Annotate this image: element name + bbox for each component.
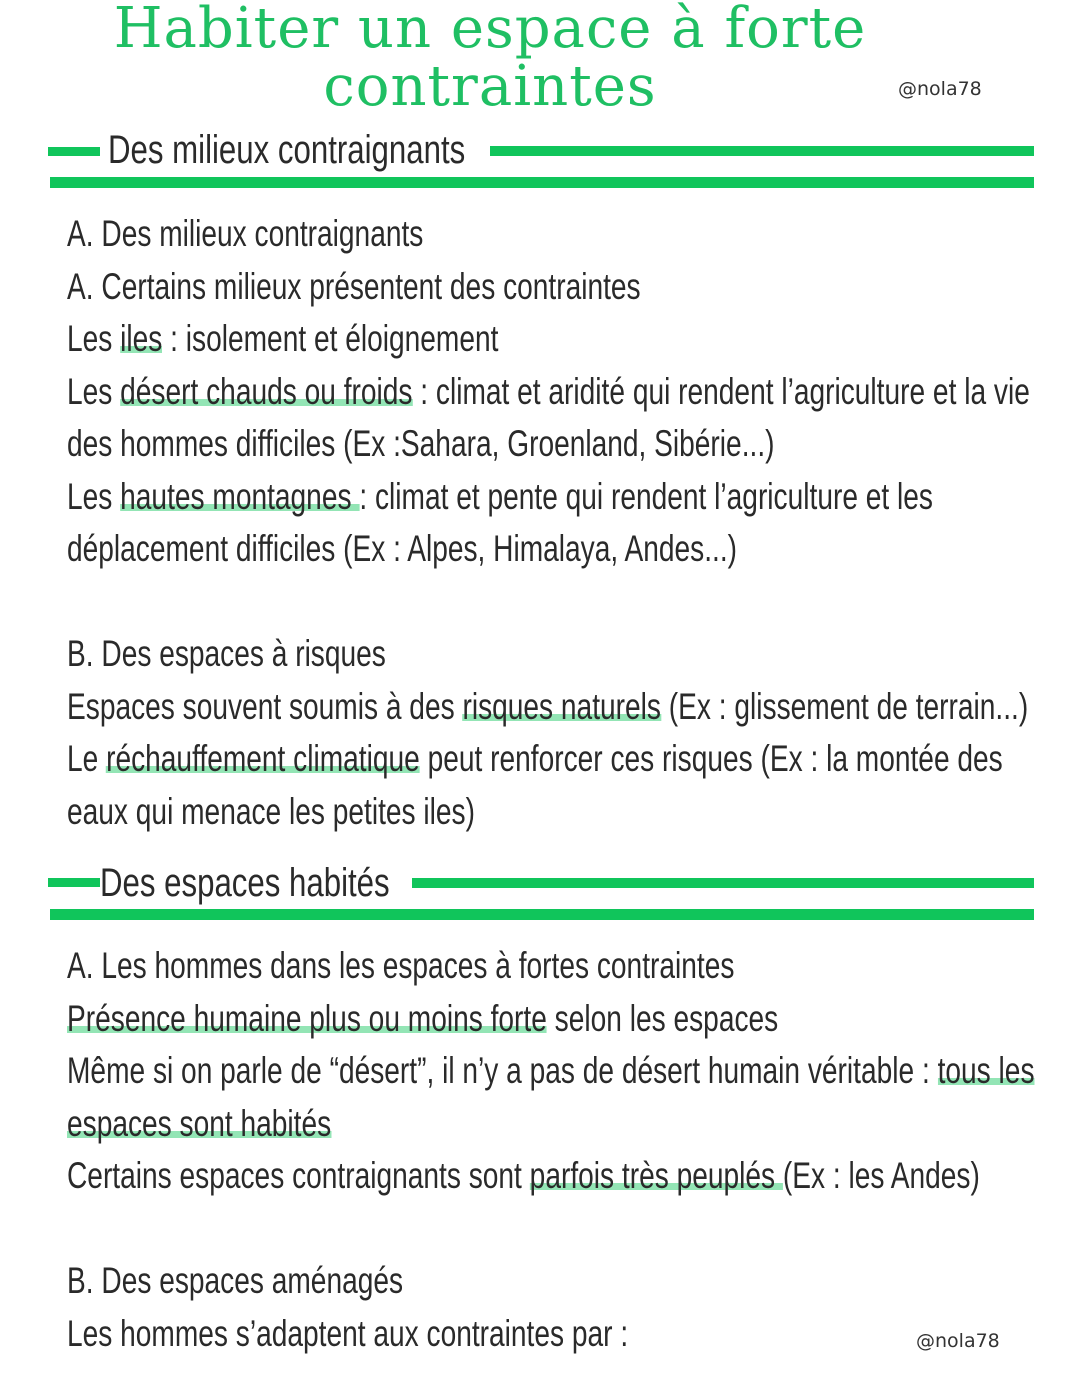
text-segment: A. Des milieux contraignants [67, 213, 424, 254]
highlighted-term: parfois très peuplés [529, 1155, 783, 1196]
section-heading-label: Des milieux contraignants [108, 128, 466, 172]
section-2-body [67, 940, 1080, 1360]
text-segment: : isolement et éloignement [162, 318, 499, 359]
text-segment: Les hommes s’adaptent aux contraintes par : [67, 1312, 629, 1354]
page-title-line-2: contraintes [323, 54, 657, 119]
highlighted-term: risques naturels [462, 685, 661, 727]
heading-bar-left [48, 147, 100, 156]
text-segment: déplacement difficiles (Ex : Alpes, Himalaya, Andes...) [67, 528, 737, 569]
author-handle-top: @nola78 [898, 78, 982, 100]
text-line [67, 208, 903, 261]
text-segment: B. Des espaces à risques [67, 633, 386, 674]
text-line [67, 1308, 903, 1361]
text-segment: selon les espaces [546, 997, 779, 1039]
text-line [67, 628, 903, 681]
text-line [67, 523, 903, 576]
text-segment: : climat et aridité qui rendent l’agriculture et la vie [412, 370, 1030, 412]
blank-line [67, 576, 1080, 629]
text-line [67, 366, 1030, 419]
text-segment: Les [67, 370, 121, 412]
highlighted-term: espaces sont habités [67, 1102, 332, 1144]
text-line [67, 733, 1003, 786]
heading-bar-right [412, 878, 1034, 888]
text-segment: (Ex : les Andes) [782, 1155, 980, 1196]
text-segment: Les [67, 475, 121, 517]
text-segment: : climat et pente qui rendent l’agriculture et les [359, 475, 933, 517]
text-line [67, 681, 1029, 734]
highlighted-term: Présence humaine plus ou moins forte [67, 997, 547, 1039]
highlighted-term: hautes montagnes [120, 475, 360, 517]
text-segment: A. Certains milieux présentent des contraintes [67, 265, 641, 307]
text-line [67, 1150, 980, 1203]
highlighted-term: désert chauds ou froids [120, 370, 413, 412]
section-1-body [67, 208, 1080, 838]
text-segment: Même si on parle de “désert”, il n’y a pas de désert humain véritable : [67, 1050, 938, 1091]
heading-bar-left [48, 878, 100, 887]
text-line [67, 786, 903, 839]
text-line [67, 993, 903, 1046]
text-line [67, 1255, 903, 1308]
text-segment: (Ex : glissement de terrain...) [660, 685, 1029, 727]
highlighted-term: iles [120, 318, 163, 359]
text-line [67, 471, 933, 524]
blank-line [67, 1203, 1080, 1256]
heading-bar-bottom [50, 177, 1034, 188]
text-segment: B. Des espaces aménagés [67, 1260, 404, 1301]
text-segment: peut renforcer ces risques (Ex : la montée des [419, 738, 1003, 779]
text-line [67, 1098, 903, 1151]
text-segment: eaux qui menace les petites iles) [67, 790, 475, 832]
text-segment: Le [67, 738, 107, 779]
section-heading-habites [48, 858, 1034, 928]
author-handle-bottom: @nola78 [916, 1330, 1000, 1352]
text-line [67, 1045, 1035, 1098]
highlighted-term: réchauffement climatique [106, 738, 420, 779]
section-heading-label: Des espaces habités [100, 861, 390, 905]
text-segment: Espaces souvent soumis à des [67, 685, 463, 727]
text-segment: A. Les hommes dans les espaces à fortes contraintes [67, 945, 735, 986]
text-line [67, 261, 903, 314]
text-segment: Certains espaces contraignants sont [67, 1155, 530, 1196]
heading-bar-bottom [50, 909, 1034, 920]
section-heading-milieux [48, 125, 1034, 195]
heading-bar-right [490, 146, 1034, 156]
page-title-line-1: Habiter un espace à forte [113, 0, 867, 61]
text-line [67, 940, 903, 993]
highlighted-term: tous les [937, 1050, 1035, 1091]
text-line [67, 313, 903, 366]
text-line [67, 418, 903, 471]
text-segment: Les [67, 318, 121, 359]
text-segment: des hommes difficiles (Ex :Sahara, Groenland, Sibérie...) [67, 423, 775, 464]
